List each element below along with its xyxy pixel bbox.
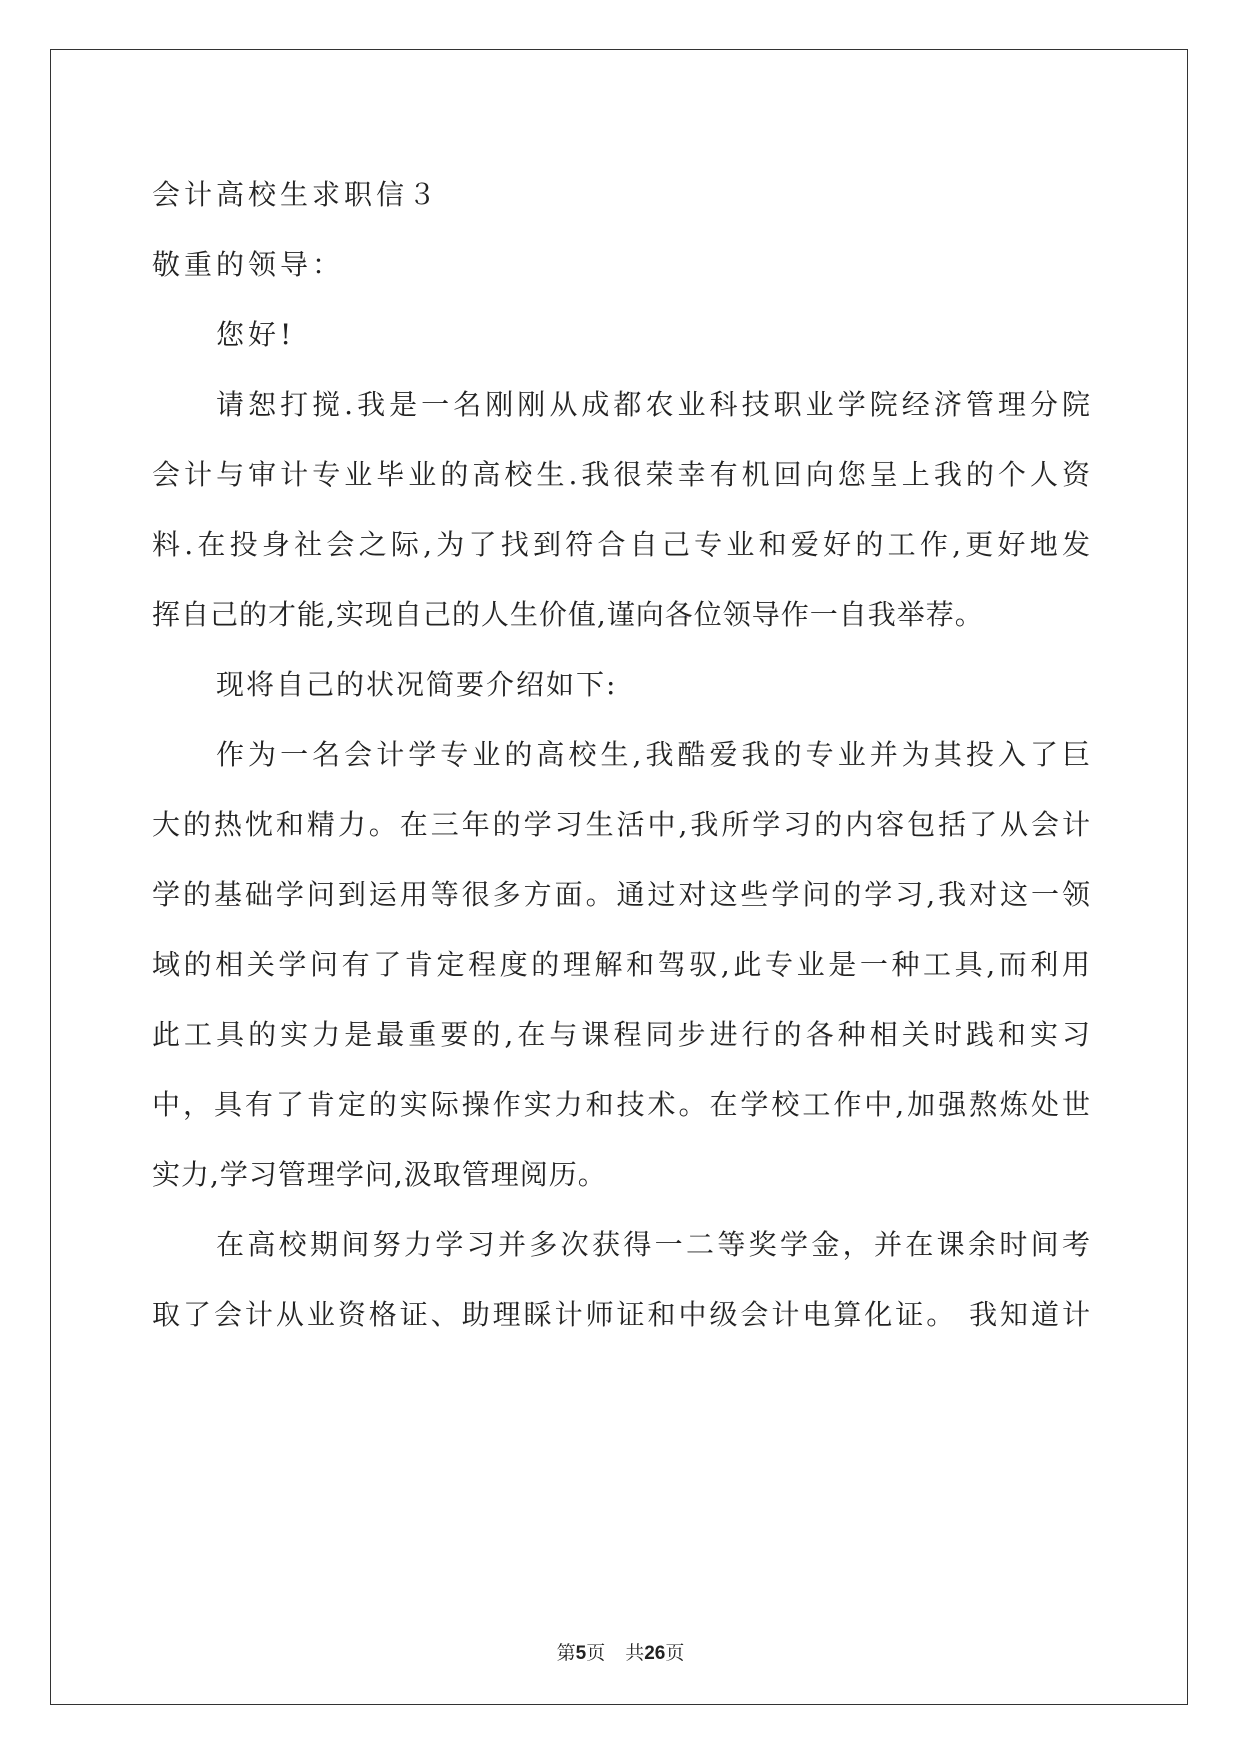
paragraph-line: 域的相关学问有了肯定程度的理解和驾驭,此专业是一种工具,而利用 — [152, 948, 1090, 981]
paragraph-line: 现将自己的状况简要介绍如下: — [216, 668, 618, 701]
paragraph-line: 中，具有了肯定的实际操作实力和技术。在学校工作中,加强熬炼处世 — [152, 1088, 1090, 1121]
paragraph-line: 挥自己的才能,实现自己的人生价值,谨向各位领导作一自我举荐。 — [152, 598, 984, 631]
paragraph-line: 学的基础学问到运用等很多方面。通过对这些学问的学习,我对这一领 — [152, 878, 1090, 911]
page-footer — [0, 1638, 1241, 1665]
paragraph-line: 料.在投身社会之际,为了找到符合自己专业和爱好的工作,更好地发 — [152, 528, 1090, 561]
page-prefix: 第 — [556, 1642, 576, 1664]
paragraph-line: 实力,学习管理学问,汲取管理阅历。 — [152, 1158, 607, 1191]
paragraph-line: 会计与审计专业毕业的高校生.我很荣幸有机回向您呈上我的个人资 — [152, 458, 1090, 491]
paragraph-line: 在高校期间努力学习并多次获得一二等奖学金，并在课余时间考 — [216, 1228, 1090, 1261]
paragraph-line: 取了会计从业资格证、助理睬计师证和中级会计电算化证。 我知道计 — [152, 1298, 1090, 1331]
paragraph-line: 大的热忱和精力。在三年的学习生活中,我所学习的内容包括了从会计 — [152, 808, 1090, 841]
total-prefix: 共 — [625, 1642, 645, 1664]
paragraph-line: 此工具的实力是最重要的,在与课程同步进行的各种相关时践和实习 — [152, 1018, 1090, 1051]
page-unit: 页 — [586, 1642, 606, 1664]
page-total: 26 — [644, 1643, 666, 1664]
greeting: 您好! — [216, 318, 296, 351]
total-suffix: 页 — [665, 1642, 685, 1664]
document-body — [152, 160, 1090, 1350]
salutation: 敬重的领导： — [152, 248, 345, 281]
paragraph-line: 作为一名会计学专业的高校生,我酷爱我的专业并为其投入了巨 — [216, 738, 1090, 771]
paragraph-line: 请恕打搅.我是一名刚刚从成都农业科技职业学院经济管理分院 — [216, 388, 1090, 421]
document-title: 会计高校生求职信３ — [152, 178, 441, 211]
page-number: 5 — [575, 1643, 587, 1664]
